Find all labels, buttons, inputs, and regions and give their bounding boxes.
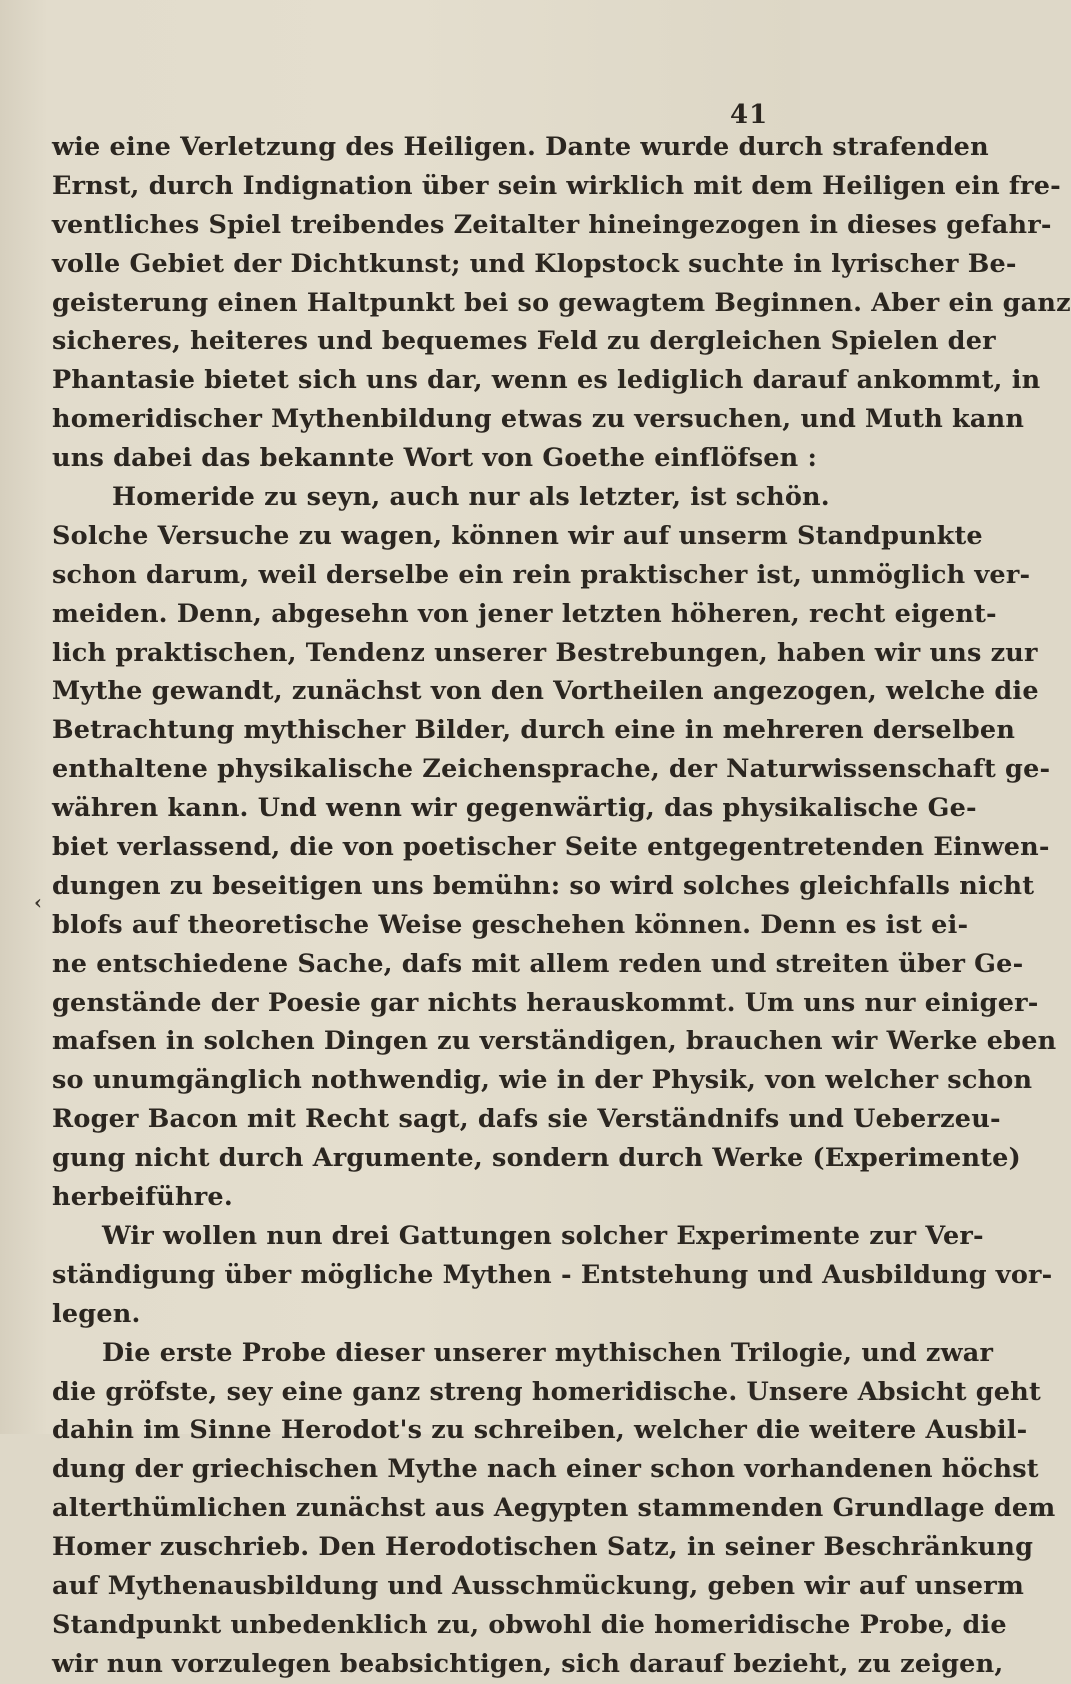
- text-line: auf Mythenausbildung und Ausschmückung, geben wir auf unserm: [52, 1570, 1025, 1601]
- text-line: wie eine Verletzung des Heiligen. Dante wurde durch strafenden: [52, 132, 989, 162]
- text-line: gung nicht durch Argumente, sondern durch Werke (Experimente): [52, 1143, 1021, 1174]
- text-line: Ernst, durch Indignation über sein wirklich mit dem Heiligen ein fre-: [52, 170, 1061, 201]
- text-line: meiden. Denn, abgesehn von jener letzten höheren, recht eigent-: [52, 598, 997, 629]
- text-line: Die erste Probe dieser unserer mythischen Trilogie, und zwar: [102, 1337, 994, 1368]
- text-line: uns dabei das bekannte Wort von Goethe einflöfsen :: [52, 443, 818, 474]
- text-line: Roger Bacon mit Recht sagt, dafs sie Verständnifs und Ueberzeu-: [52, 1104, 1001, 1135]
- text-line: Betrachtung mythischer Bilder, durch eine in mehreren derselben: [52, 715, 1016, 746]
- text-line: herbeiführe.: [52, 1182, 233, 1213]
- text-line: ne entschiedene Sache, dafs mit allem reden und streiten über Ge-: [52, 948, 1024, 979]
- text-line: die gröfste, sey eine ganz streng homeridische. Unsere Absicht geht: [52, 1376, 1041, 1407]
- text-line: dungen zu beseitigen uns bemühn: so wird solches gleichfalls nicht: [52, 870, 1035, 901]
- body-text: [52, 128, 1071, 1684]
- text-line: lich praktischen, Tendenz unserer Bestrebungen, haben wir uns zur: [52, 637, 1038, 668]
- quote-line: Homeride zu seyn, auch nur als letzter, ist schön.: [112, 482, 830, 513]
- text-line: biet verlassend, die von poetischer Seite entgegentretenden Einwen-: [52, 832, 1050, 863]
- text-line: Mythe gewandt, zunächst von den Vortheilen angezogen, welche die: [52, 676, 1039, 707]
- text-line: mafsen in solchen Dingen zu verständigen, brauchen wir Werke eben: [52, 1026, 1057, 1057]
- text-line: alterthümlichen zunächst aus Aegypten stammenden Grundlage dem: [52, 1493, 1056, 1524]
- text-line: wir nun vorzulegen beabsichtigen, sich darauf bezieht, zu zeigen,: [52, 1648, 1004, 1679]
- page-number: 41: [730, 100, 769, 130]
- text-line: volle Gebiet der Dichtkunst; und Klopstock suchte in lyrischer Be-: [52, 248, 1017, 279]
- text-line: Solche Versuche zu wagen, können wir auf unserm Standpunkte: [52, 520, 983, 551]
- text-line: Phantasie bietet sich uns dar, wenn es lediglich darauf ankommt, in: [52, 365, 1041, 396]
- text-line: so unumgänglich nothwendig, wie in der Physik, von welcher schon: [52, 1065, 1033, 1096]
- text-line: schon darum, weil derselbe ein rein praktischer ist, unmöglich ver-: [52, 559, 1031, 590]
- text-line: Standpunkt unbedenklich zu, obwohl die homeridische Probe, die: [52, 1609, 1007, 1640]
- text-line: genstände der Poesie gar nichts herauskommt. Um uns nur einiger-: [52, 987, 1039, 1018]
- text-line: blofs auf theoretische Weise geschehen können. Denn es ist ei-: [52, 909, 969, 940]
- margin-mark: ‹: [34, 890, 42, 914]
- text-line: dahin im Sinne Herodot's zu schreiben, welcher die weitere Ausbil-: [52, 1415, 1028, 1446]
- text-line: legen.: [52, 1298, 141, 1329]
- text-line: geisterung einen Haltpunkt bei so gewagtem Beginnen. Aber ein ganz: [52, 287, 1071, 318]
- text-line: sicheres, heiteres und bequemes Feld zu dergleichen Spielen der: [52, 326, 996, 357]
- text-line: enthaltene physikalische Zeichensprache, der Naturwissenschaft ge-: [52, 754, 1051, 785]
- text-line: ständigung über mögliche Mythen - Entstehung und Ausbildung vor-: [52, 1259, 1053, 1290]
- text-line: ventliches Spiel treibendes Zeitalter hineingezogen in dieses gefahr-: [52, 209, 1052, 240]
- text-line: homeridischer Mythenbildung etwas zu versuchen, und Muth kann: [52, 404, 1025, 435]
- text-line: währen kann. Und wenn wir gegenwärtig, das physikalische Ge-: [52, 793, 977, 824]
- text-line: Homer zuschrieb. Den Herodotischen Satz, in seiner Beschränkung: [52, 1532, 1034, 1563]
- text-line: dung der griechischen Mythe nach einer schon vorhandenen höchst: [52, 1454, 1039, 1485]
- text-line: Wir wollen nun drei Gattungen solcher Experimente zur Ver-: [102, 1220, 984, 1251]
